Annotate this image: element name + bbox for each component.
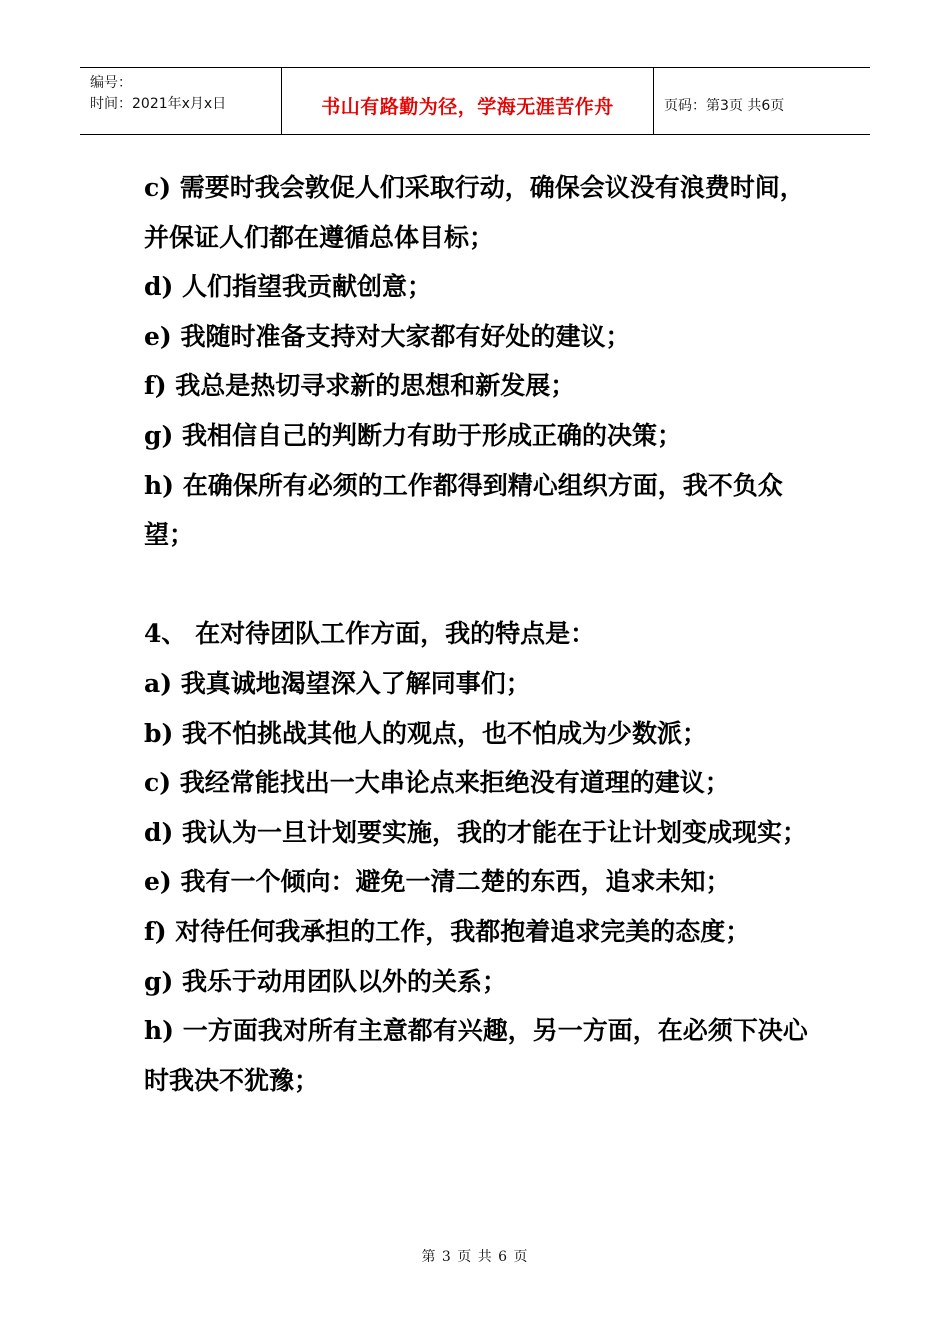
header-page-info: 页码：第3页 共6页: [664, 98, 785, 114]
document-date: 时间：2021年x月x日: [90, 96, 227, 112]
q4-option-b: b) 我不怕挑战其他人的观点，也不怕成为少数派；: [144, 718, 708, 748]
page-footer: 第 3 页 共 6 页: [421, 1249, 529, 1265]
document-number-label: 编号：: [90, 75, 132, 91]
q4-option-e: e) 我有一个倾向：避免一清二楚的东西，追求未知；: [144, 867, 731, 897]
q4-question: 4、 在对待团队工作方面，我的特点是：: [144, 619, 596, 649]
header-meta: [80, 68, 282, 134]
document-body: [144, 163, 824, 1105]
q4-option-a: a) 我真诚地渴望深入了解同事们；: [144, 668, 531, 698]
header-motto-cell: [282, 68, 654, 134]
page-header: [80, 67, 870, 135]
q4-option-g: g) 我乐于动用团队以外的关系；: [144, 966, 508, 996]
q3-option-g: g) 我相信自己的判断力有助于形成正确的决策；: [144, 420, 683, 450]
q4-option-d: d) 我认为一旦计划要实施，我的才能在于让计划变成现实；: [144, 817, 808, 847]
q4-option-f: f) 对待任何我承担的工作，我都抱着追求完美的态度；: [144, 916, 751, 946]
q3-option-f: f) 我总是热切寻求新的思想和新发展；: [144, 371, 576, 401]
q3-option-c: c) 需要时我会敦促人们采取行动，确保会议没有浪费时间，并保证人们都在遵循总体目标；: [144, 173, 805, 252]
header-motto: 书山有路勤为径，学海无涯苦作舟: [321, 95, 614, 118]
q3-option-d: d) 人们指望我贡献创意；: [144, 272, 433, 302]
q3-option-e: e) 我随时准备支持对大家都有好处的建议；: [144, 321, 631, 351]
q4-option-c: c) 我经常能找出一大串论点来拒绝没有道理的建议；: [144, 768, 730, 798]
header-page-cell: [654, 68, 870, 134]
section-spacer: [144, 560, 824, 610]
q4-option-h: h) 一方面我对所有主意都有兴趣，另一方面，在必须下决心时我决不犹豫；: [144, 1016, 808, 1095]
q3-option-h: h) 在确保所有必须的工作都得到精心组织方面，我不负众望；: [144, 470, 783, 550]
